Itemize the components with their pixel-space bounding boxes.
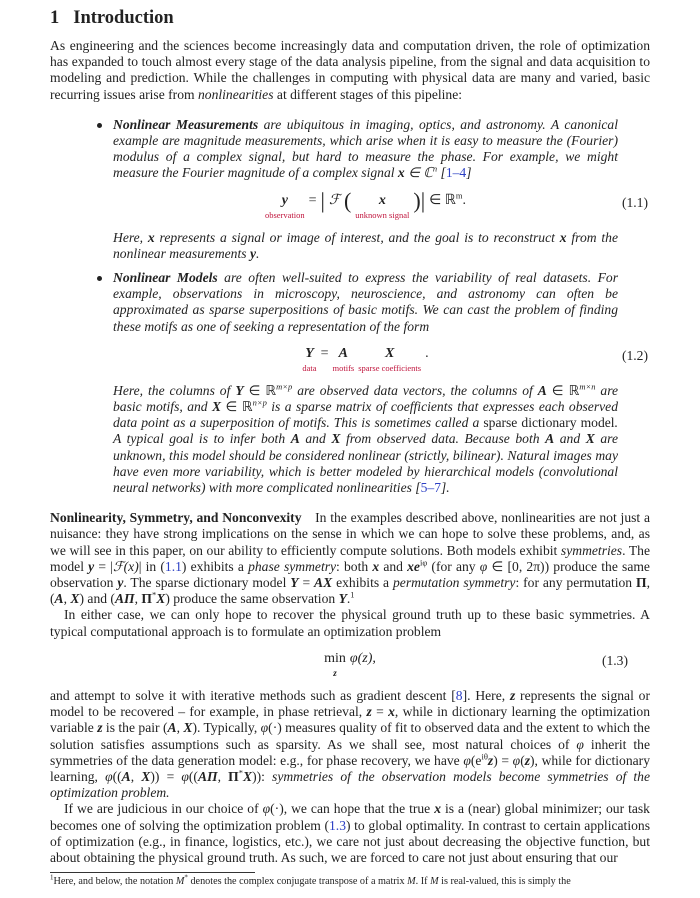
text-run: = — [371, 704, 389, 720]
text-run: m×n — [579, 381, 596, 392]
text-run: Π — [228, 768, 239, 784]
text-run: permutation symmetry — [392, 575, 516, 591]
text-run: iθ — [481, 751, 488, 762]
text-run: and — [554, 431, 586, 447]
text-run: ∈ ℝ — [221, 399, 253, 415]
text-run: x — [559, 229, 567, 245]
text-run: φ — [262, 801, 271, 817]
text-run: Here, the columns of — [113, 382, 236, 398]
text-run: A — [54, 591, 64, 607]
citation-link[interactable]: 8 — [455, 687, 463, 703]
text-run: ∈ ℝ — [546, 382, 580, 398]
text-run: In the examples described above, nonlinearities are not just a nuisance: they have strong implications on the sense in which we can hope to solve these problems, and, as we will see in this paper, on our ability to efficiently compute solutions. Both models exhibit — [50, 510, 650, 558]
eq-paren-close: )| — [413, 187, 426, 213]
section-title: Introduction — [73, 8, 174, 28]
text-run: ℱ(x) — [112, 558, 139, 574]
text-run: * — [151, 589, 157, 600]
text-run: y — [117, 575, 124, 591]
eq-abs-open: | — [320, 187, 325, 213]
eq-paren-open: ( — [343, 187, 352, 213]
text-run: ) = — [493, 752, 513, 768]
eq-X: X — [384, 345, 395, 361]
text-run: φ — [479, 558, 488, 574]
text-run: | in ( — [138, 558, 165, 574]
text-run: Nonlinear Measurements — [113, 116, 259, 132]
text-run: 1 — [350, 589, 355, 600]
text-run: φ — [181, 768, 189, 784]
text-run: are unknown, this model should be considered nonlinear (strictly, bilinear). Natural images may have even more variability, which is better modeled by hierarchical models (convolutional neural networks) with more complicated nonlinearities [ — [113, 431, 619, 496]
text-run: )) = — [150, 768, 182, 784]
text-run: and — [299, 431, 332, 447]
text-run: y — [88, 558, 95, 574]
text-run: Y — [235, 382, 244, 398]
text-run: exhibits a — [332, 575, 393, 591]
text-run: phase symmetry — [248, 558, 337, 574]
bullet-icon — [97, 123, 102, 128]
text-run: : for any permutation — [515, 575, 636, 591]
text-run: A — [290, 431, 300, 447]
text-run: AΠ — [197, 768, 218, 784]
text-run: Y — [338, 591, 347, 607]
text-run: . — [346, 591, 351, 607]
text-run: x — [388, 704, 395, 720]
eq-y: y — [281, 192, 288, 208]
text-run: z — [366, 704, 372, 720]
text-run: )): — [252, 768, 273, 784]
text-run: from the nonlinear measurements — [113, 229, 618, 261]
text-run: from observed data. Because both — [340, 431, 546, 447]
footnote-rule — [50, 872, 255, 873]
text-run: ( — [520, 752, 525, 768]
text-run: at different stages of this pipeline: — [273, 86, 463, 102]
text-run: , — [134, 591, 142, 607]
eq-objective: φ(z), — [349, 650, 376, 666]
citation-link[interactable]: 5–7 — [420, 480, 441, 496]
text-run: xe — [407, 558, 420, 574]
text-run: (·) measures quality of fit to observed data and the extent to which the solution satisfies assumptions such as sparsity. As we shall see, most natural choices of — [50, 720, 650, 752]
text-run: Π — [141, 591, 152, 607]
bullet-item-measurements — [113, 116, 648, 262]
text-run: is a (near) global minimizer; our task becomes one of solving the optimization problem ( — [50, 801, 650, 833]
text-run: ), while for dictionary learning, — [50, 752, 650, 784]
text-run: As engineering and the sciences become increasingly data and computation driven, the role of optimization has expanded to touch almost every stage of the data analysis pipeline, from the signal and data acquisition to modeling and prediction. While the challenges in computing with physical data are many and varied, basic recurring issues arise from — [50, 38, 650, 102]
text-run: A — [167, 720, 177, 736]
citation-link[interactable]: 1.3 — [329, 817, 346, 833]
eq-equals: = — [308, 192, 317, 208]
text-run: z — [524, 752, 531, 768]
text-run: : both — [336, 558, 373, 574]
text-run: are often well-suited to express the variability of real datasets. For example, observations in microscopy, neuroscience, and astronomy can often be approximated as sparse superpositions of basic motifs. We can cast the problem of finding these motifs as one of seeking a representation of the form — [113, 270, 618, 334]
text-run: ) exhibits a — [181, 558, 249, 574]
text-run: φ — [576, 736, 584, 752]
eq-A: A — [338, 345, 349, 361]
text-run: = — [298, 575, 315, 591]
text-run: . The model — [50, 542, 650, 574]
text-run: , — [63, 591, 71, 607]
text-run: and — [379, 558, 408, 574]
text-run: are ubiquitous in imaging, optics, and astronomy. A canonical example are magnitude measurements, which arise when it is easy to measure the (Fourier) modulus of a complex signal, but hard to measure the phase. For example, we might measure the Fourier magnitude of a complex signal — [113, 116, 618, 181]
bullet-nonlinear-models — [113, 270, 618, 335]
text-run: , ( — [50, 575, 650, 607]
eq-range: ∈ ℝ — [429, 192, 456, 208]
bullet-icon — [97, 276, 102, 281]
nonlinearity-paragraph — [50, 510, 650, 607]
text-run: ) to global optimality. In contrast to certain applications of optimization (e.g., in finance, logistics, etc.), we care not just about decreasing the objective function, but about obtaining the physical ground truth. As such, we are forced to care not just about ensuring that our — [50, 817, 650, 865]
text-run: ). Typically, — [192, 720, 261, 736]
text-run: . A typical goal is to infer both — [113, 415, 618, 447]
eq-label-sparse-coefficients: sparse coefficients — [358, 362, 422, 373]
text-run: X — [70, 591, 80, 607]
symmetries-paragraph — [50, 607, 650, 639]
text-run: In either case, we can only hope to recover the physical ground truth up to these basic symmetries. A typical computational approach is to formulate an optimization problem — [50, 607, 650, 639]
bullet-2-explanation — [113, 383, 618, 496]
equation-1-1 — [113, 187, 648, 220]
intro-paragraph — [50, 38, 650, 103]
bullet-1-explanation — [113, 230, 618, 262]
text-run: represents a signal or image of interest, and the goal is to reconstruct — [154, 229, 560, 245]
text-run: A — [121, 768, 131, 784]
eq-min-var: z — [333, 667, 337, 678]
eq-range-sup: m — [455, 189, 463, 200]
text-run: Y — [290, 575, 299, 591]
text-run: , — [217, 768, 229, 784]
text-run: inherit the symmetries of the data generation model: e.g., for phase recovery, we have — [50, 736, 650, 768]
text-run: x — [147, 229, 155, 245]
equation-1-3 — [50, 650, 650, 678]
equation-number: (1.2) — [621, 347, 648, 363]
text-run: X — [156, 591, 166, 607]
eq-equals: = — [320, 345, 329, 361]
text-run: z — [97, 720, 103, 736]
text-run: (·), we can hope that the true — [270, 801, 435, 817]
text-run: is the pair ( — [102, 720, 168, 736]
text-run: n — [432, 163, 438, 174]
text-run: φ — [260, 720, 269, 736]
text-run: z — [509, 687, 516, 703]
text-run: z — [487, 752, 494, 768]
text-run: φ — [105, 768, 113, 784]
text-run: (( — [188, 768, 198, 784]
text-run: denotes the complex conjugate transpose of a matrix — [187, 876, 408, 888]
text-run: ∈ ℂ — [404, 165, 433, 181]
footnote — [50, 873, 650, 888]
text-run: . If — [415, 876, 431, 888]
text-run: iφ — [419, 557, 428, 568]
text-run: * — [238, 767, 243, 778]
text-run: ∈ [0, 2π)) produce the same observation — [50, 558, 650, 591]
equation-1-2 — [113, 345, 648, 373]
text-run: ]. Here, — [462, 687, 510, 703]
text-run: X — [585, 431, 595, 447]
eq-x: x — [378, 192, 386, 208]
text-run: X — [331, 431, 341, 447]
section-number: 1 — [50, 8, 60, 28]
text-run: 1 — [50, 873, 54, 882]
text-run: ) and ( — [79, 591, 115, 607]
eq-label-unknown-signal: unknown signal — [355, 209, 410, 220]
text-run: are basic motifs, and — [113, 382, 619, 415]
eq-period: . — [425, 345, 429, 361]
text-run: x — [434, 801, 441, 817]
text-run: Π — [636, 575, 647, 591]
citation-link[interactable]: 1–4 — [445, 165, 467, 181]
text-run: Nonlinear Models — [113, 270, 218, 286]
text-run: φ — [463, 752, 471, 768]
global-optimality-paragraph — [50, 801, 650, 866]
text-run: are observed data vectors, the columns of — [292, 382, 538, 398]
text-run: M — [430, 876, 439, 888]
text-run: . The sparse dictionary model — [123, 575, 291, 591]
eq-fourier: ℱ — [328, 192, 340, 208]
eq-label-motifs: motifs — [332, 362, 355, 373]
text-run: = | — [94, 558, 113, 574]
equation-number: (1.1) — [621, 194, 648, 210]
text-run: (for any — [427, 558, 480, 574]
text-run: n×p — [252, 397, 267, 408]
text-run: nonlinearities — [197, 86, 274, 102]
text-run: sparse dictionary model — [483, 415, 615, 431]
text-run: X — [212, 399, 222, 415]
text-run: M — [175, 876, 185, 888]
text-run: . — [255, 245, 260, 261]
text-run: Here, and below, the notation — [53, 876, 176, 888]
text-run: m×p — [276, 381, 293, 392]
section-heading — [50, 6, 650, 30]
text-run: Here, — [113, 229, 148, 245]
eq-label-data: data — [302, 362, 317, 373]
optimization-paragraph — [50, 688, 650, 801]
text-run: x — [397, 165, 405, 181]
text-run: symmetries of the observation models become symmetries of the optimization problem. — [50, 768, 651, 801]
text-run: ) produce the same observation — [165, 591, 339, 607]
text-run: , — [176, 720, 184, 736]
bullet-nonlinear-measurements — [113, 117, 618, 182]
text-run: X — [183, 720, 193, 736]
text-run: AΠ — [114, 591, 135, 607]
text-run: x — [372, 558, 380, 574]
eq-range-group — [429, 189, 467, 210]
text-run: ]. — [440, 480, 450, 496]
text-run: is real-valued, this is simply the — [438, 876, 571, 888]
text-run: and attempt to solve it with iterative methods such as gradient descent [ — [50, 687, 456, 703]
equation-number: (1.3) — [601, 652, 628, 668]
eq-label-observation: observation — [264, 209, 305, 220]
text-run: , — [130, 768, 142, 784]
text-run: φ — [512, 752, 521, 768]
text-run: * — [184, 873, 188, 882]
text-run: (( — [112, 768, 122, 784]
text-run: X — [141, 768, 151, 784]
eq-Y: Y — [305, 345, 314, 361]
text-run: M — [407, 876, 416, 888]
text-run: AX — [314, 575, 333, 591]
text-run: ∈ ℝ — [243, 382, 277, 398]
text-run: y — [249, 245, 256, 261]
text-run: [ — [437, 165, 446, 181]
text-run: Nonlinearity, Symmetry, and Nonconvexity — [50, 510, 302, 526]
text-run: A — [545, 431, 555, 447]
eq-min: min — [324, 650, 346, 666]
text-run: ] — [466, 165, 472, 181]
text-run: (e — [470, 752, 482, 768]
text-run: symmetries — [560, 542, 623, 558]
text-run: X — [242, 768, 253, 784]
text-run: , while in dictionary learning the optimization variable — [50, 704, 650, 736]
text-run: A — [537, 382, 547, 398]
text-run: is a sparse matrix of coefficients that expresses each observed data point as a superposition of motifs. This is sometimes called a — [113, 399, 618, 431]
text-run: If we are judicious in our choice of — [64, 801, 263, 817]
eq-period: . — [462, 192, 467, 208]
text-run: represents the signal or model to be recovered – for example, in phase retrieval, — [50, 687, 650, 720]
bullet-item-models — [113, 270, 648, 496]
citation-link[interactable]: 1.1 — [164, 558, 182, 574]
